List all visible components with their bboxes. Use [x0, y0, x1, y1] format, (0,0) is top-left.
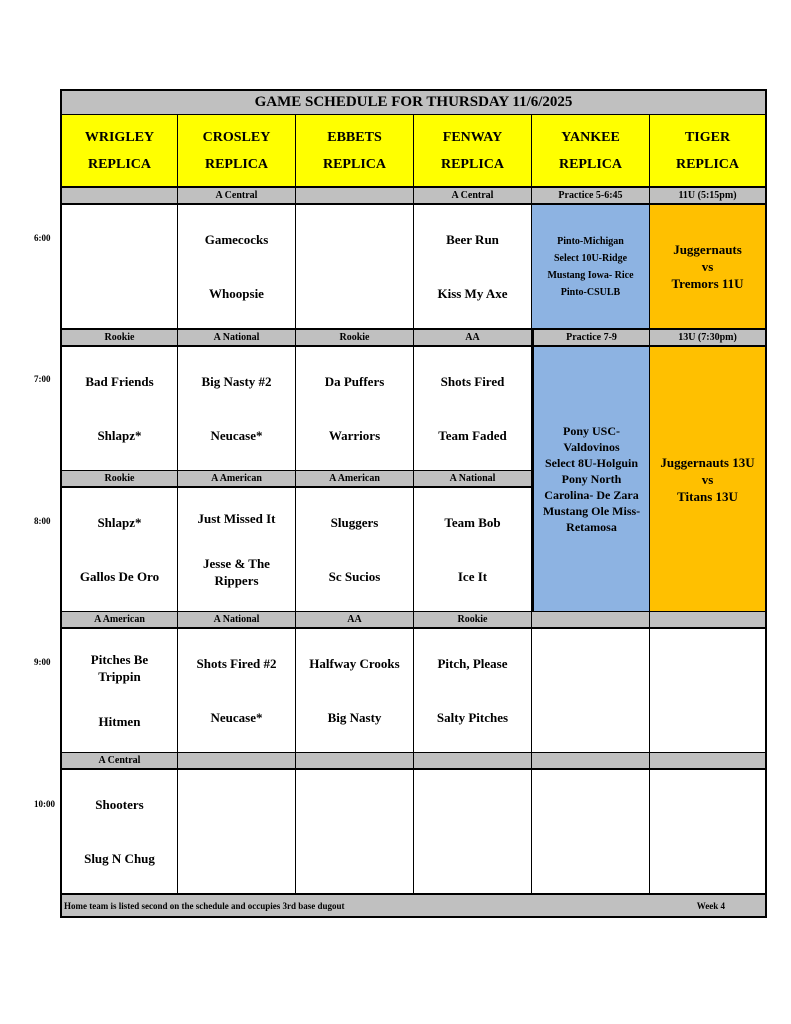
division-label: Practice 7-9: [532, 330, 650, 347]
game-cell: [414, 770, 532, 894]
division-label: A Central: [178, 188, 296, 205]
division-label: A American: [296, 471, 414, 488]
page-title: GAME SCHEDULE FOR THURSDAY 11/6/2025: [60, 89, 767, 115]
game-cell: Shooters Slug N Chug: [60, 770, 178, 894]
division-label: AA: [414, 330, 532, 347]
yankee-practice-cell: Pinto-Michigan Select 10U-Ridge Mustang Iowa- Rice Pinto-CSULB: [532, 205, 650, 329]
division-label: Rookie: [60, 471, 178, 488]
division-label: [296, 753, 414, 770]
game-cell: [532, 770, 650, 894]
game-cell: Bad Friends Shlapz*: [60, 347, 178, 471]
field-header-tiger: TIGER REPLICA: [650, 115, 767, 187]
division-label: A National: [414, 471, 532, 488]
division-label: A National: [178, 330, 296, 347]
division-label: Practice 5-6:45: [532, 188, 650, 205]
home-team-note: Home team is listed second on the schedule and occupies 3rd base dugout: [64, 900, 345, 911]
division-label: 13U (7:30pm): [650, 330, 767, 347]
time-label-7: 7:00: [34, 374, 51, 384]
game-cell: [650, 629, 767, 753]
division-label: A American: [60, 612, 178, 629]
game-cell: Pitch, Please Salty Pitches: [414, 629, 532, 753]
tiger-13u-game-cell: Juggernauts 13U vs Titans 13U: [650, 347, 767, 612]
time-label-8: 8:00: [34, 516, 51, 526]
game-cell: Pitches Be Trippin Hitmen: [60, 629, 178, 753]
game-cell: [60, 205, 178, 329]
schedule-table: [60, 89, 767, 918]
game-cell: [532, 629, 650, 753]
time-label-10: 10:00: [34, 799, 55, 809]
yankee-practice-cell: Pony USC- Valdovinos Select 8U-Holguin Pony North Carolina- De Zara Mustang Ole Miss- Retamosa: [532, 347, 650, 612]
division-label: A National: [178, 612, 296, 629]
division-label: [532, 612, 650, 629]
game-cell: Just Missed It Jesse & The Rippers: [178, 488, 296, 612]
field-header-row: [60, 115, 767, 187]
field-header-ebbets: EBBETS REPLICA: [296, 115, 414, 187]
away-team: Beer Run: [446, 232, 499, 248]
field-header-wrigley: WRIGLEY REPLICA: [60, 115, 178, 187]
field-header-fenway: FENWAY REPLICA: [414, 115, 532, 187]
game-cell: Shots Fired #2 Neucase*: [178, 629, 296, 753]
division-label: [60, 188, 178, 205]
time-label-6: 6:00: [34, 233, 51, 243]
division-label: [650, 753, 767, 770]
game-cell: [414, 205, 532, 329]
game-cell: Halfway Crooks Big Nasty: [296, 629, 414, 753]
game-cell: Da Puffers Warriors: [296, 347, 414, 471]
division-label: A American: [178, 471, 296, 488]
game-cell: Team Bob Ice It: [414, 488, 532, 612]
game-cell: [296, 205, 414, 329]
division-label: [650, 612, 767, 629]
division-label: Rookie: [414, 612, 532, 629]
field-header-crosley: CROSLEY REPLICA: [178, 115, 296, 187]
field-header-yankee: YANKEE REPLICA: [532, 115, 650, 187]
division-label: Rookie: [296, 330, 414, 347]
division-label: [178, 753, 296, 770]
game-cell: Shlapz* Gallos De Oro: [60, 488, 178, 612]
tiger-11u-game-cell: Juggernauts vs Tremors 11U: [650, 205, 767, 329]
division-label: 11U (5:15pm): [650, 188, 767, 205]
division-label: Rookie: [60, 330, 178, 347]
division-label: [296, 188, 414, 205]
game-cell: [178, 205, 296, 329]
game-cell: [296, 770, 414, 894]
footer-bar: [60, 894, 767, 918]
division-label: [532, 753, 650, 770]
game-cell: [650, 770, 767, 894]
division-label: AA: [296, 612, 414, 629]
game-cell: Big Nasty #2 Neucase*: [178, 347, 296, 471]
division-label: [414, 753, 532, 770]
game-cell: Shots Fired Team Faded: [414, 347, 532, 471]
home-team: Whoopsie: [209, 285, 264, 301]
division-label: A Central: [414, 188, 532, 205]
home-team: Kiss My Axe: [437, 285, 508, 301]
time-label-9: 9:00: [34, 657, 51, 667]
game-cell: [178, 770, 296, 894]
division-label: A Central: [60, 753, 178, 770]
week-label: Week 4: [696, 900, 725, 911]
game-cell: Sluggers Sc Sucios: [296, 488, 414, 612]
away-team: Gamecocks: [204, 232, 269, 248]
